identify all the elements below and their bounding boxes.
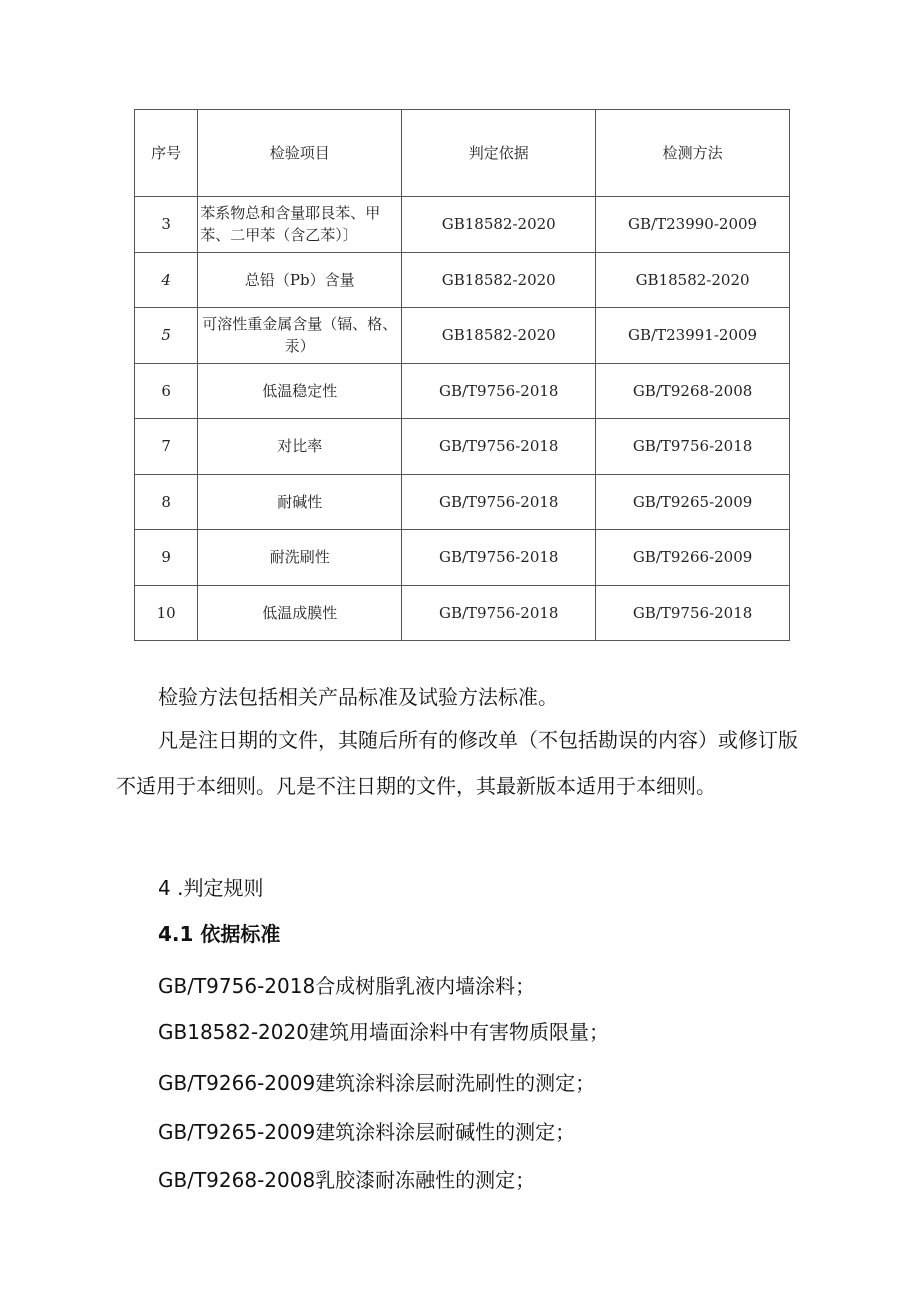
cell-basis: GB/T9756-2018 [402,363,596,419]
cell-item: 耐碱性 [198,474,402,530]
cell-method: GB/T9266-2009 [596,530,790,586]
cell-basis: GB18582-2020 [402,252,596,308]
cell-item-text: 苯系物总和含量耶艮苯、甲苯、二甲苯（含乙苯）〕 [200,204,381,245]
paragraph-dated-references: 凡是注日期的文件，其随后所有的修改单（不包括勘误的内容）或修订版不适用于本细则。凡是不注日期的文件，其最新版本适用于本细则。 [116,728,798,798]
cell-method: GB18582-2020 [596,252,790,308]
cell-basis: GB18582-2020 [402,308,596,364]
cell-no: 8 [135,474,198,530]
table-row [135,252,790,308]
standard-item-2: GB18582-2020建筑用墙面涂料中有害物质限量； [158,1020,609,1044]
cell-no: 3 [135,197,198,253]
header-basis: 判定依据 [402,110,596,197]
cell-item: 总铅（Pb）含量 [198,252,402,308]
table-row [135,363,790,419]
table-row [135,585,790,641]
cell-item: 可溶性重金属含量（镉、格、汞） [198,308,402,364]
table-row [135,419,790,475]
cell-method: GB/T9756-2018 [596,585,790,641]
standard-item-3: GB/T9266-2009建筑涂料涂层耐洗刷性的测定； [158,1071,596,1095]
paragraph-test-methods: 检验方法包括相关产品标准及试验方法标准。 [158,685,558,709]
cell-no: 9 [135,530,198,586]
cell-no: 6 [135,363,198,419]
table-row [135,308,790,364]
cell-method: GB/T9265-2009 [596,474,790,530]
cell-basis: GB/T9756-2018 [402,530,596,586]
standard-item-4: GB/T9265-2009建筑涂料涂层耐碱性的测定； [158,1120,576,1144]
table-row [135,530,790,586]
cell-basis: GB/T9756-2018 [402,474,596,530]
inspection-table [134,109,790,641]
cell-basis: GB18582-2020 [402,197,596,253]
table-row [135,197,790,253]
table-header-row [135,110,790,197]
table-row [135,474,790,530]
header-item: 检验项目 [198,110,402,197]
cell-item [198,197,402,253]
cell-method: GB/T9756-2018 [596,419,790,475]
cell-method: GB/T23991-2009 [596,308,790,364]
cell-no: 10 [135,585,198,641]
standard-item-1: GB/T9756-2018合成树脂乳液内墙涂料； [158,974,536,998]
cell-no: 7 [135,419,198,475]
cell-no: 4 [135,252,198,308]
cell-item: 耐洗刷性 [198,530,402,586]
cell-basis: GB/T9756-2018 [402,585,596,641]
subsection-heading-basis-standards: 4.1 依据标准 [158,922,281,946]
cell-item: 低温成膜性 [198,585,402,641]
cell-basis: GB/T9756-2018 [402,419,596,475]
header-method: 检测方法 [596,110,790,197]
cell-no: 5 [135,308,198,364]
standard-item-5: GB/T9268-2008乳胶漆耐冻融性的测定； [158,1168,536,1192]
section-heading-judgment-rules: 4 .判定规则 [158,876,264,900]
cell-item: 低温稳定性 [198,363,402,419]
header-no: 序号 [135,110,198,197]
cell-method: GB/T9268-2008 [596,363,790,419]
cell-item: 对比率 [198,419,402,475]
cell-method: GB/T23990-2009 [596,197,790,253]
